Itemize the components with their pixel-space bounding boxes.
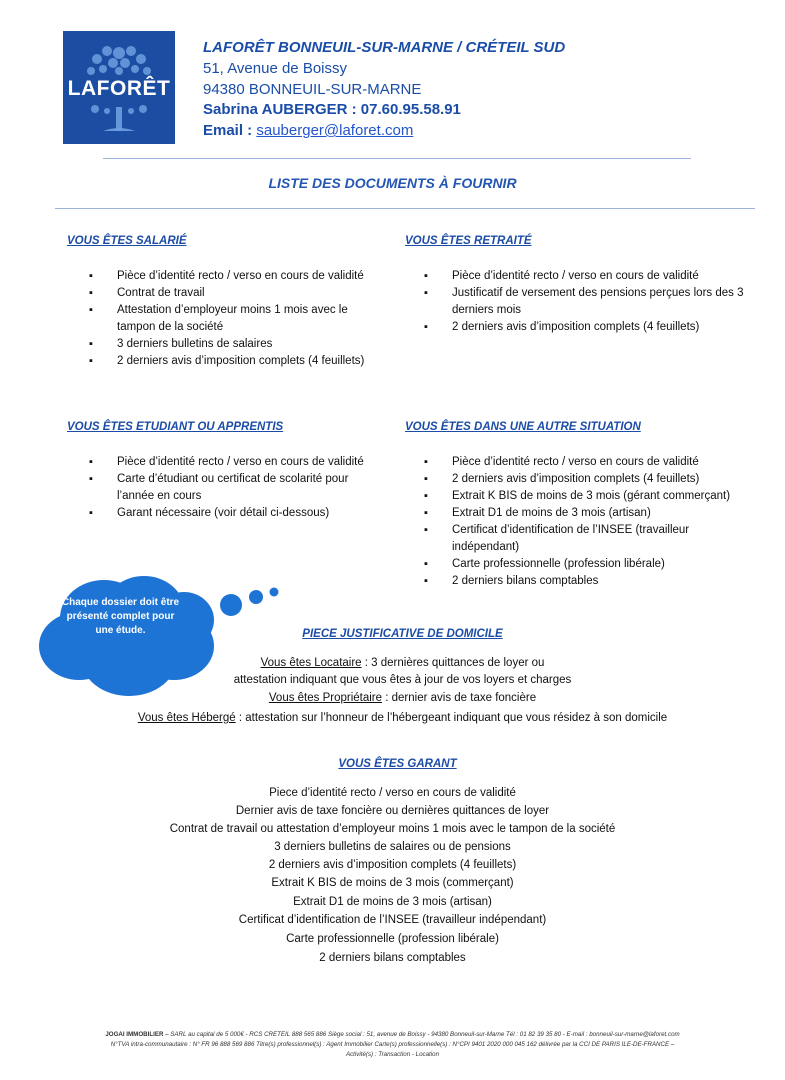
garant-item: 2 derniers avis d’imposition complets (4 feuillets) — [268, 859, 517, 871]
garant-item: Extrait D1 de moins de 3 mois (artisan) — [293, 896, 492, 908]
list-item: ▪ Carte d’étudiant ou certificat de scolarité pour l’année en cours — [88, 471, 388, 505]
list-autre — [423, 454, 743, 590]
list-item: ▪ Extrait D1 de moins de 3 mois (artisan) — [423, 505, 743, 522]
list-item: ▪ 2 derniers avis d’imposition complets (4 feuillets) — [88, 353, 388, 370]
locataire-line — [10, 655, 785, 672]
logo-text: LAFORÊT — [67, 77, 171, 100]
list-item: ▪ 2 derniers bilans comptables — [423, 573, 743, 590]
section-heading-autre: VOUS ÊTES DANS UNE AUTRE SITUATION — [405, 421, 641, 433]
page-title: LISTE DES DOCUMENTS À FOURNIR — [268, 175, 517, 191]
garant-heading-wrap — [5, 758, 785, 770]
proprietaire-label: Vous êtes Propriétaire — [268, 692, 383, 704]
footer-line-3: Activité(s) : Transaction - Location — [345, 1051, 440, 1058]
list-item: ▪ Contrat de travail — [88, 285, 388, 302]
cloud-note: Chaque dossier doit être présenté complet pour une étude. — [61, 597, 180, 636]
garant-item: Piece d’identité recto / verso en cours de validité — [269, 787, 516, 799]
domicile-heading: PIECE JUSTIFICATIVE DE DOMICILE — [302, 628, 503, 640]
garant-item: Dernier avis de taxe foncière ou dernières quittances de loyer — [235, 805, 550, 817]
list-item: ▪ 2 derniers avis d’imposition complets (4 feuillets) — [423, 471, 743, 488]
email-label: Email : — [203, 122, 257, 139]
list-item: ▪ Pièce d’identité recto / verso en cours de validité — [423, 454, 743, 471]
garant-heading: VOUS ÊTES GARANT — [338, 758, 457, 770]
locataire-line-2: attestation indiquant que vous êtes à jour de vos loyers et charges — [233, 674, 572, 686]
list-item: ▪ Pièce d’identité recto / verso en cours de validité — [88, 268, 388, 285]
footer-line-1 — [0, 1030, 785, 1040]
garant-item: Contrat de travail ou attestation d’employeur moins 1 mois avec le tampon de la société — [169, 823, 616, 835]
section-heading-salarie: VOUS ÊTES SALARIÉ — [67, 235, 187, 247]
list-item: ▪ Carte professionnelle (profession libérale) — [423, 556, 743, 573]
title-divider — [55, 208, 755, 209]
list-item: ▪ 3 derniers bulletins de salaires — [88, 336, 388, 353]
garant-item: 3 derniers bulletins de salaires ou de pensions — [274, 841, 511, 853]
footer-company: JOGAI IMMOBILIER — [105, 1031, 164, 1038]
list-item: ▪ Certificat d’identification de l’INSEE (travailleur indépendant) — [423, 522, 743, 556]
laforet-logo — [63, 31, 175, 144]
garant-item: Extrait K BIS de moins de 3 mois (commerçant) — [271, 877, 514, 889]
proprietaire-line — [10, 690, 785, 707]
list-item: ▪ Extrait K BIS de moins de 3 mois (gérant commerçant) — [423, 488, 743, 505]
heberge-label: Vous êtes Hébergé — [137, 712, 236, 724]
section-heading-etudiant: VOUS ÊTES ETUDIANT OU APPRENTIS — [67, 421, 284, 433]
locataire-label: Vous êtes Locataire — [260, 657, 362, 669]
garant-item: Certificat d’identification de l’INSEE (travailleur indépendant) — [238, 914, 547, 926]
agency-street: 51, Avenue de Boissy — [203, 60, 347, 77]
proprietaire-text: : dernier avis de taxe foncière — [382, 692, 537, 704]
agency-email-line — [203, 121, 413, 141]
agency-name: LAFORÊT BONNEUIL-SUR-MARNE / CRÉTEIL SUD — [203, 39, 566, 56]
footer-legal-1: – SARL au capital de 5 000€ - RCS CRETEIL 888 565 886 Siège social : 51, avenue de Boissy - 94380 Bonneuil-sur-Marne Tél : 01 82 39 35 80 - E-mail : bonneuil-sur-marne@laforet.com — [163, 1031, 680, 1038]
list-item: ▪ Pièce d’identité recto / verso en cours de validité — [423, 268, 753, 285]
list-item: ▪ Attestation d’employeur moins 1 mois avec le tampon de la société — [88, 302, 388, 336]
header-divider — [103, 158, 691, 159]
domicile-heading-wrap — [10, 628, 785, 640]
garant-item: Carte professionnelle (profession libérale) — [286, 933, 499, 945]
heberge-line — [10, 710, 785, 727]
list-item: ▪ Pièce d’identité recto / verso en cours de validité — [88, 454, 388, 471]
heberge-text: : attestation sur l’honneur de l’hébergeant indiquant que vous résidez à son domicile — [235, 712, 668, 724]
list-item: ▪ Garant nécessaire (voir détail ci-dessous) — [88, 505, 388, 522]
list-item: ▪ Justificatif de versement des pensions perçues lors des 3 derniers mois — [423, 285, 753, 319]
locataire-text: : 3 dernières quittances de loyer ou — [361, 657, 545, 669]
agency-city: 94380 BONNEUIL-SUR-MARNE — [203, 81, 422, 98]
list-salarie — [88, 268, 388, 370]
garant-item: 2 derniers bilans comptables — [319, 952, 466, 964]
list-retraite — [423, 268, 753, 336]
section-heading-retraite: VOUS ÊTES RETRAITÉ — [405, 235, 532, 247]
agency-contact: Sabrina AUBERGER : 07.60.95.58.91 — [203, 101, 461, 118]
footer-line-2: N°TVA intra-communautaire : N° FR 96 888 569 886 Titre(s) professionnel(s) : Agent Immobilier Carte(s) professionnelle(s) : N°CPI 9401 2020 000 045 162 délivrée par la CCI DE PARIS ILE-DE-FRANCE – — [110, 1041, 675, 1048]
list-item: ▪ 2 derniers avis d’imposition complets (4 feuillets) — [423, 319, 753, 336]
email-link[interactable]: sauberger@laforet.com — [256, 122, 414, 139]
list-etudiant — [88, 454, 388, 522]
